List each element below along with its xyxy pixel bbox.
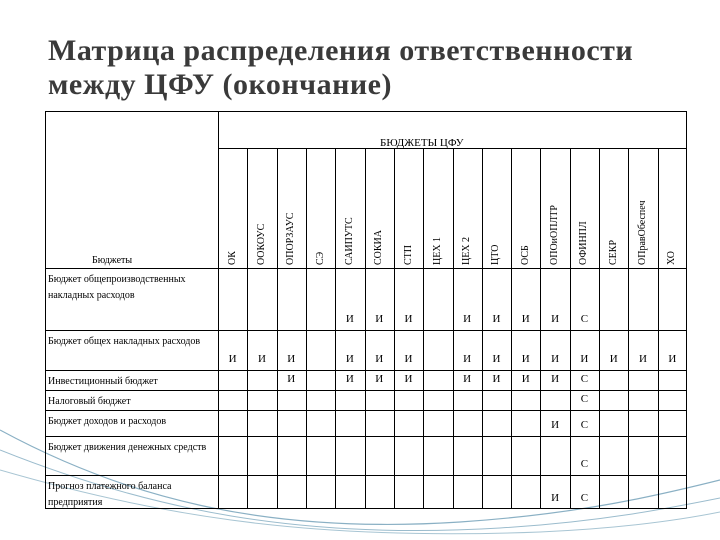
grid-line: [365, 148, 366, 509]
slide-title-line-2: между ЦФУ (окончание): [48, 68, 392, 101]
matrix-cell: И: [257, 353, 266, 365]
grid-line: [453, 148, 454, 509]
matrix-cell: С: [580, 492, 589, 504]
column-header-label: ОПравОбеспеч: [637, 200, 649, 265]
matrix-cell: И: [404, 353, 413, 365]
matrix-cell: С: [580, 313, 589, 325]
matrix-cell: И: [345, 313, 354, 325]
matrix-cell: И: [668, 353, 677, 365]
column-header-label: ОФИНПЛ: [578, 221, 590, 265]
column-header-label: САИПУТС: [343, 217, 355, 265]
matrix-cell: И: [492, 313, 501, 325]
matrix-cell: И: [404, 373, 413, 385]
matrix-cell: С: [580, 373, 589, 385]
grid-line: [45, 370, 687, 371]
grid-line: [45, 410, 687, 411]
column-header-label: ООКОУС: [255, 223, 267, 265]
grid-line: [540, 148, 541, 509]
matrix-cell: И: [287, 353, 296, 365]
matrix-cell: И: [551, 353, 560, 365]
matrix-cell: И: [551, 373, 560, 385]
matrix-cell: И: [521, 313, 530, 325]
slide-title-line-1: Матрица распределения ответственности: [48, 34, 634, 67]
matrix-cell: И: [639, 353, 647, 365]
row-label: Бюджет общех накладных расходов: [48, 336, 201, 347]
matrix-cell: И: [551, 419, 560, 431]
column-header-label: СЕКР: [607, 239, 619, 265]
column-header-label: ОПОиОПЛТР: [549, 205, 561, 265]
matrix-cell: И: [345, 353, 354, 365]
matrix-cell: И: [463, 353, 472, 365]
grid-line: [423, 148, 424, 509]
matrix-cell: И: [521, 373, 530, 385]
matrix-cell: И: [580, 353, 589, 365]
matrix-cell: И: [463, 373, 472, 385]
row-label: Инвестиционный бюджет: [48, 376, 158, 387]
grid-line: [45, 268, 687, 269]
grid-line: [511, 148, 512, 509]
grid-line: [658, 148, 659, 509]
row-label: Бюджет доходов и расходов: [48, 416, 167, 427]
grid-line: [482, 148, 483, 509]
matrix-cell: И: [375, 373, 384, 385]
grid-line: [306, 148, 307, 509]
matrix-cell: И: [463, 313, 472, 325]
group-header: БЮДЖЕТЫ ЦФУ: [380, 137, 464, 149]
grid-line: [394, 148, 395, 509]
matrix-cell: И: [375, 353, 384, 365]
column-header-label: ОСБ: [519, 245, 531, 265]
matrix-cell: И: [375, 313, 384, 325]
column-header-label: ХО: [666, 251, 678, 265]
grid-line: [45, 390, 687, 391]
column-header-label: СОКИА: [373, 229, 385, 265]
matrix-cell: И: [228, 353, 237, 365]
grid-line: [599, 148, 600, 509]
row-label: Бюджет общепроизводственных накладных расходов: [48, 274, 186, 301]
matrix-cell: И: [521, 353, 530, 365]
column-header-label: ЦТО: [490, 244, 502, 265]
grid-line: [218, 111, 219, 509]
matrix-cell: И: [551, 492, 560, 504]
matrix-cell: И: [345, 373, 354, 385]
column-header-label: ЦЕХ 1: [431, 236, 443, 265]
row-label: Бюджет движения денежных средств: [48, 442, 207, 453]
matrix-cell: С: [580, 419, 589, 431]
matrix-cell: С: [580, 458, 589, 470]
matrix-cell: И: [609, 353, 618, 365]
matrix-cell: И: [287, 373, 296, 385]
grid-line: [45, 475, 687, 476]
column-header-label: ОК: [226, 251, 238, 265]
grid-line: [277, 148, 278, 509]
matrix-cell: И: [492, 353, 501, 365]
matrix-cell: И: [551, 313, 560, 325]
matrix-cell: С: [580, 393, 589, 405]
column-header-label: СЭ: [314, 251, 326, 265]
grid-line: [45, 436, 687, 437]
grid-line: [335, 148, 336, 509]
row-label: Налоговый бюджет: [48, 396, 131, 407]
column-header-label: ОПОРЗАУС: [285, 212, 297, 265]
grid-line: [628, 148, 629, 509]
grid-line: [247, 148, 248, 509]
grid-line: [45, 330, 687, 331]
column-header-label: ЦЕХ 2: [461, 236, 473, 265]
matrix-cell: И: [492, 373, 501, 385]
grid-line: [570, 148, 571, 509]
row-label: Прогноз платежного баланса предприятия: [48, 481, 172, 508]
column-header-label: СТП: [402, 245, 414, 265]
row-header: Бюджеты: [92, 255, 133, 266]
grid-line: [218, 148, 687, 149]
matrix-cell: И: [404, 313, 413, 325]
